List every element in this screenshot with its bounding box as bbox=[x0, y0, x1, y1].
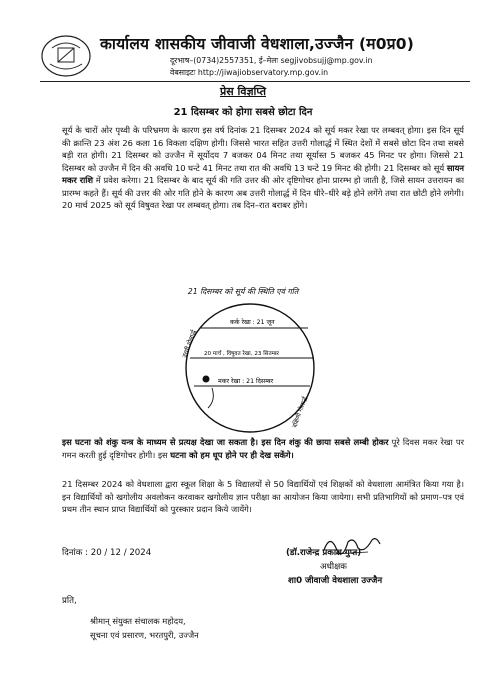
recipient-line-1: श्रीमान् संयुक्त संचालक महोदय, bbox=[90, 616, 186, 626]
capricorn-line-label: मकर रेखा : 21 दिसम्बर bbox=[218, 378, 274, 385]
paragraph-1: सूर्य के चारों ओर पृथ्वी के परिभ्रमण के कारण इस वर्ष दिनांक 21 दिसम्बर 2024 को सूर्य मकर रेखा पर लम्बवत् होगा। इस दिन सूर्य की क्रान्ति 23 अंश 26 कला 16 विकला दक्षिण होगी। जिससे भारत सहित उत्तरी गोलार्द्ध में स्थित देशों में सबसे छोटा दिन तथा सबसे बड़ी रात होगी। 21 दिसम्बर को उज्जैन में सूर्योदय 7 बजकर 04 मिनट तथा सूर्यास्त 5 बजकर 45 मिनट पर होगा। जिससे 21 दिसम्बर को उज्जैन में दिन की अवधि 10 घन्टे 41 मिनट तथा रात की अवधि 13 घन्टे 19 मिनट की होगी। 21 दिसम्बर को सूर्य सायन मकर राशि में प्रवेश करेगा। 21 दिसम्बर के बाद सूर्य की गति उत्तर की ओर दृष्टिगोचर होना प्रारम्भ हो जाती है, जिसे सायन उत्तरायन का प्रारम्भ कहते हैं। सूर्य की उत्तर की ओर गति होने के कारण अब उत्तरी गोलार्द्ध में दिन धीरे–धीरे बड़े होने लगेंगे तथा रात छोटी होने लगेगी। 20 मार्च 2025 को सूर्य विषुवत रेखा पर लम्बवत् होगा। तब दिन–रात बराबर होंगे। bbox=[62, 125, 465, 210]
headline: 21 दिसम्बर को होगा सबसे छोटा दिन bbox=[173, 107, 313, 118]
recipient-line-2: सूचना एवं प्रसारण, भरतपुरी, उज्जैन bbox=[90, 630, 199, 640]
paragraph-3: 21 दिसम्बर 2024 को वेधशाला द्वारा स्कूल शिक्षा के 5 विद्यालयों से 50 विद्यार्थियों एवं शिक्षकों को वेधशाला आमंत्रित किया गया है। इन विद्यार्थियों को खगोलीय अवलोकन करवाकर खगोलीय ज्ञान परीक्षा का आयोजन किया जायेगा। सभी प्रतिभागियों को प्रमाण–पत्र एवं प्रथम तीन स्थान प्राप्त विद्यार्थियों को पुरस्कार प्रदान किये जायेंगे। bbox=[62, 479, 464, 514]
office-title: कार्यालय शासकीय जीवाजी वेधशाला,उज्जैन (म0प्र0) bbox=[100, 35, 415, 53]
paragraph-2: इस घटना को शंकु यन्त्र के माध्यम से प्रत्यक्ष देखा जा सकता है। इस दिन शंकु की छाया सबसे लम्बी होकर पूरे दिवस मकर रेखा पर गमन करती हुई दृष्टिगोचर होगी। इस घटना को हम धूप होने पर ही देख सकेंगे। bbox=[62, 437, 465, 460]
date: दिनांक : 20 / 12 / 2024 bbox=[62, 548, 152, 558]
contact-line: दूरभाष–(0734)2557351, ई–मेलः segjivobsujj@mp.gov.in bbox=[170, 56, 373, 65]
signatory-name: (डॉ.राजेन्द्र प्रकाश गुप्त) bbox=[286, 548, 362, 558]
signatory-office: शा0 जीवाजी वेधशाला उज्जैन bbox=[288, 576, 383, 586]
website-line: वेबसाइटः http://jiwajiobservatory.mp.gov.in bbox=[170, 68, 329, 77]
header-divider bbox=[40, 81, 470, 82]
equator-line-label: 20 मार्च , विषुवत रेखा, 23 सितम्बर bbox=[204, 351, 279, 357]
signatory-designation: अधीक्षक bbox=[320, 562, 347, 572]
emblem-logo bbox=[40, 34, 92, 78]
cancer-line-label: कर्क रेखा : 21 जून bbox=[230, 319, 275, 326]
sun-position-diagram bbox=[160, 300, 340, 436]
sun-icon bbox=[203, 376, 210, 383]
press-release-heading: प्रेस विज्ञप्ति bbox=[219, 85, 267, 98]
figure-title: 21 दिसम्बर को सूर्य की स्थिति एवं गति bbox=[187, 287, 299, 296]
north-hemisphere-label: उत्तरी गोलार्द्ध bbox=[181, 329, 198, 359]
copy-to-label: प्रति, bbox=[62, 596, 77, 606]
south-hemisphere-label: दक्षिणी गोलार्द्ध bbox=[291, 396, 309, 429]
